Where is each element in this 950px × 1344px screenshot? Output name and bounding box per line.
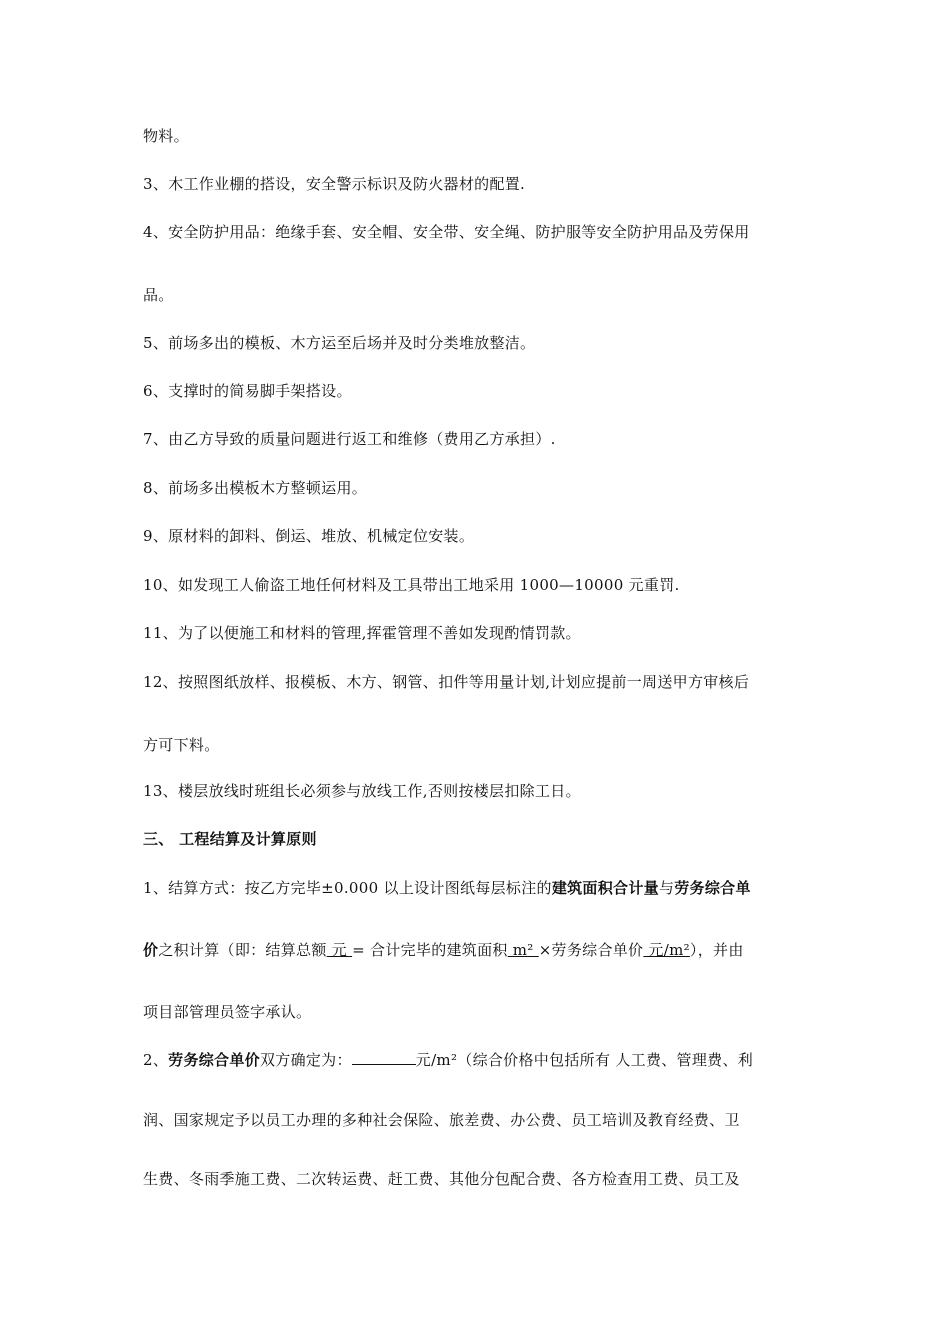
text-span: 1、结算方式：按乙方完毕±0.000 以上设计图纸每层标注的: [143, 879, 552, 897]
section-heading: 三、 工程结算及计算原则: [143, 830, 317, 848]
list-item: 11、为了以便施工和材料的管理,挥霍管理不善如发现酌情罚款。: [143, 624, 581, 642]
text-line: 方可下料。: [143, 736, 220, 754]
text-line: 润、国家规定予以员工办理的多种社会保险、旅差费、办公费、员工培训及教育经费、卫: [143, 1111, 740, 1129]
paragraph-line: [143, 878, 813, 898]
bold-term: 劳务综合单价: [168, 1051, 260, 1069]
text-span: 之积计算（即：结算总额: [158, 941, 327, 959]
list-item: 7、由乙方导致的质量问题进行返工和维修（费用乙方承担）.: [143, 430, 556, 448]
text-line: 项目部管理员签字承认。: [143, 1003, 312, 1021]
text-span: 元/m²（综合价格中包括所有 人工费、管理费、利: [415, 1051, 754, 1069]
fill-in-blank: [352, 1050, 416, 1065]
list-item: 3、木工作业棚的搭设，安全警示标识及防火器材的配置.: [143, 175, 526, 193]
text-span: ×劳务综合单价: [538, 941, 644, 959]
bold-term: 建筑面积合计量: [551, 879, 659, 897]
underlined-unit: 元/m²: [643, 941, 690, 959]
list-item: 5、前场多出的模板、木方运至后场并及时分类堆放整洁。: [143, 334, 536, 352]
paragraph-line: [143, 1050, 813, 1070]
list-item: 9、原材料的卸料、倒运、堆放、机械定位安装。: [143, 527, 475, 545]
list-item: 8、前场多出模板木方整顿运用。: [143, 479, 368, 497]
list-item: 12、按照图纸放样、报模板、木方、钢管、扣件等用量计划,计划应提前一周送甲方审核后: [143, 673, 750, 691]
underlined-unit: 元: [326, 941, 353, 959]
bold-term: 价: [143, 941, 159, 959]
paragraph-line: [143, 940, 813, 960]
text-span: 2、: [143, 1051, 169, 1069]
list-item: 13、楼层放线时班组长必须参与放线工作,否则按楼层扣除工日。: [143, 782, 581, 800]
bold-term: 劳务综合单: [674, 879, 751, 897]
text-line: 生费、冬雨季施工费、二次转运费、赶工费、其他分包配合费、各方检查用工费、员工及: [143, 1170, 740, 1188]
text-line: 物料。: [143, 127, 189, 145]
text-span: 双方确定为：: [259, 1051, 352, 1069]
underlined-unit: m²: [507, 941, 539, 959]
text-line: 品。: [143, 286, 174, 304]
text-span: 与: [658, 879, 675, 897]
list-item: 10、如发现工人偷盗工地任何材料及工具带出工地采用 1000—10000 元重罚.: [143, 576, 680, 594]
list-item: 6、支撑时的简易脚手架搭设。: [143, 382, 352, 400]
text-span: = 合计完毕的建筑面积: [352, 941, 508, 959]
list-item: 4、安全防护用品：绝缘手套、安全帽、安全带、安全绳、防护服等安全防护用品及劳保用: [143, 223, 750, 241]
text-span: ），并由: [689, 941, 744, 959]
